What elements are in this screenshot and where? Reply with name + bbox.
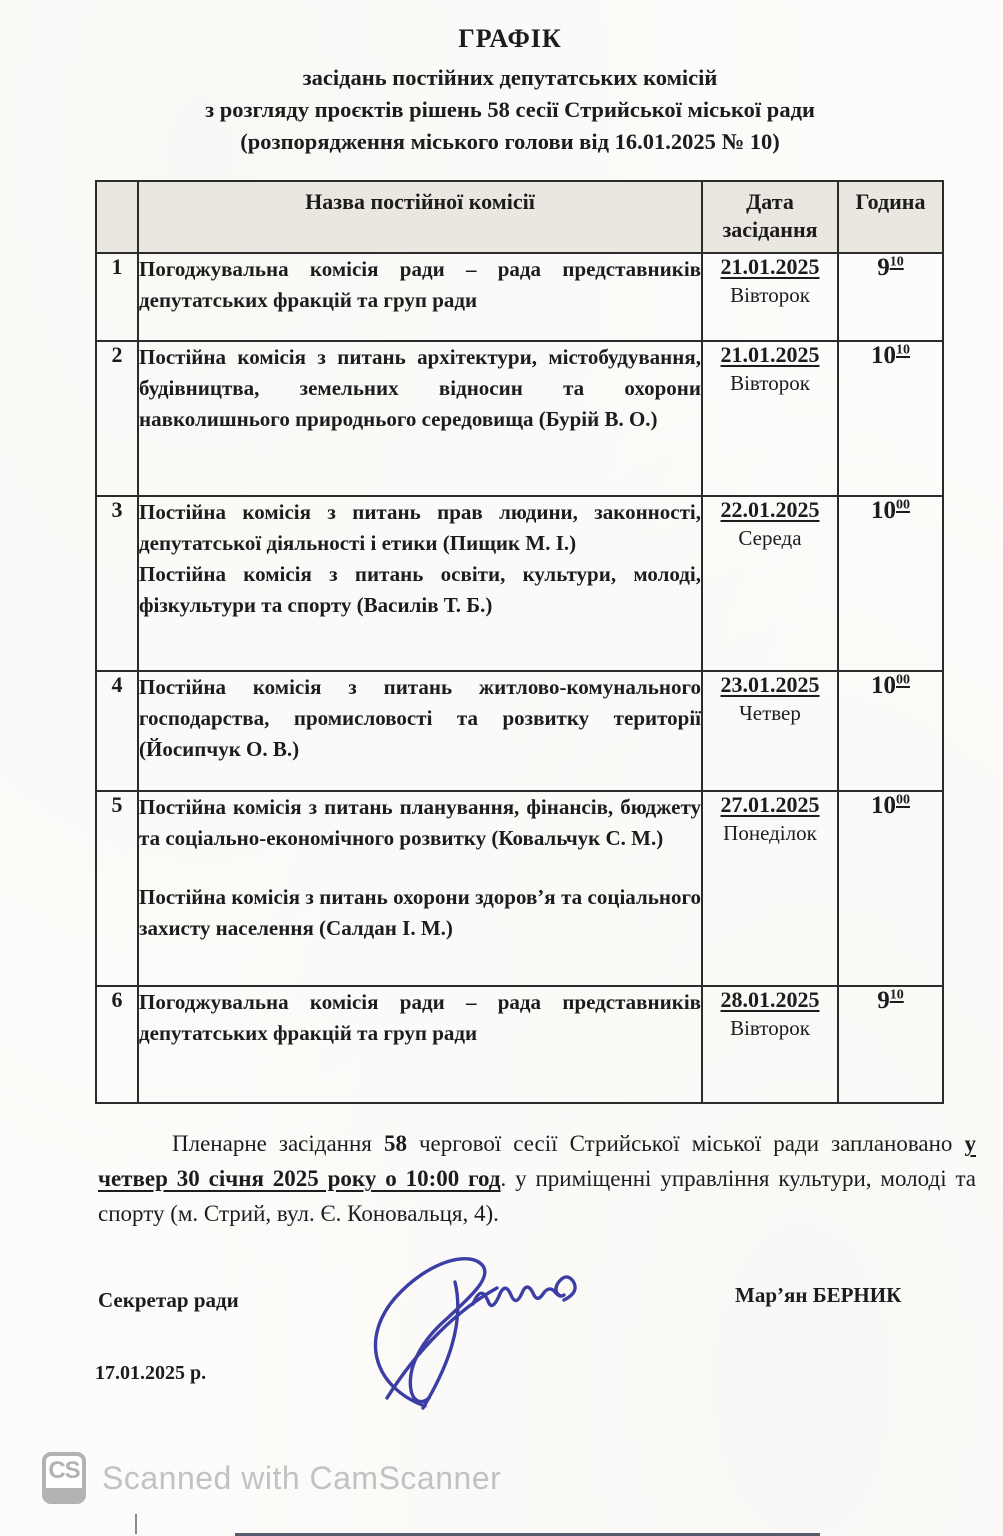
meeting-date-cell <box>702 986 838 1103</box>
note-segment: чергової сесії Стрийської міської ради заплановано <box>406 1131 965 1156</box>
stray-pen-mark <box>135 1514 137 1534</box>
note-segment: Пленарне засідання <box>172 1131 384 1156</box>
header-meeting-date: Дата засідання <box>702 181 838 253</box>
commission-name: Постійна комісія з питань охорони здоров’я та соціального захисту населення (Салдан І. М.) <box>139 885 701 940</box>
meeting-date-cell <box>702 496 838 671</box>
meeting-date: 21.01.2025 <box>720 254 820 279</box>
schedule-row-3 <box>96 496 943 671</box>
meeting-date: 28.01.2025 <box>720 987 820 1012</box>
header-number-cell <box>96 181 138 253</box>
commission-name-cell <box>138 341 702 496</box>
meeting-hour-cell <box>838 791 943 986</box>
meeting-minutes: 00 <box>896 497 910 513</box>
commission-name-cell <box>138 496 702 671</box>
schedule-row-5 <box>96 791 943 986</box>
note-segment: 58 <box>383 1131 407 1156</box>
table-header-row <box>96 181 943 253</box>
meeting-hour-cell <box>838 671 943 791</box>
row-number: 3 <box>96 496 138 671</box>
header-commission-name: Назва постійної комісії <box>138 181 702 253</box>
watermark-text: Scanned with CamScanner <box>102 1459 502 1496</box>
meeting-hour-cell <box>838 253 943 341</box>
meeting-minutes: 10 <box>896 342 910 358</box>
document-date: 17.01.2025 р. <box>95 1362 207 1384</box>
meeting-weekday: Вівторок <box>730 283 810 307</box>
meeting-weekday: Четвер <box>739 701 801 725</box>
commission-name: Постійна комісія з питань житлово-комунального господарства, промисловості та розвитку території (Йосипчук О. В.) <box>139 675 701 761</box>
meeting-minutes: 10 <box>889 254 904 270</box>
title-line-4: (розпорядження міського голови від 16.01.2025 № 10) <box>240 129 780 154</box>
schedule-row-4 <box>96 671 943 791</box>
camscanner-icon <box>42 1452 86 1504</box>
meeting-hour: $9^{10}$ <box>877 987 904 1014</box>
row-number: 2 <box>96 341 138 496</box>
meeting-date: 27.01.2025 <box>720 792 820 817</box>
meeting-minutes: 00 <box>896 792 910 808</box>
note-segment: у четвер 30 січня 2025 року о 10:00 год <box>98 1131 976 1191</box>
row-number: 6 <box>96 986 138 1103</box>
header-hour: Година <box>838 181 943 253</box>
meeting-hour: $10^{00}$ <box>871 792 910 819</box>
plenary-session-note <box>98 1126 976 1231</box>
meeting-date-cell <box>702 341 838 496</box>
meeting-date: 22.01.2025 <box>720 497 820 522</box>
cs-icon-bottom-bar <box>45 1488 83 1501</box>
meeting-date: 23.01.2025 <box>720 672 820 697</box>
handwritten-signature-icon <box>325 1248 595 1413</box>
row-number: 1 <box>96 253 138 341</box>
schedule-table <box>95 180 944 1104</box>
meeting-minutes: 00 <box>896 672 910 688</box>
title-line-3: з розгляду проєктів рішень 58 сесії Стрийської міської ради <box>205 97 815 122</box>
commission-name-cell <box>138 986 702 1103</box>
title-line-2: засідань постійних депутатських комісій <box>302 65 718 90</box>
commission-name-cell <box>138 791 702 986</box>
camscanner-watermark <box>42 1452 501 1504</box>
meeting-date-cell <box>702 671 838 791</box>
schedule-rows <box>96 253 943 1103</box>
meeting-weekday: Понеділок <box>723 821 817 845</box>
commission-name: Постійна комісія з питань архітектури, містобудування, будівництва, земельних відносин та охорони навколишнього природнього середовища (Бурій В. О.) <box>139 345 701 431</box>
meeting-date: 21.01.2025 <box>720 342 820 367</box>
meeting-minutes: 10 <box>889 987 904 1003</box>
schedule-row-2 <box>96 341 943 496</box>
document-title-block <box>70 24 950 158</box>
document-title: ГРАФІК <box>458 24 562 53</box>
commission-name: Постійна комісія з питань планування, фінансів, бюджету та соціально-економічного розвитку (Ковальчук С. М.) <box>139 795 701 850</box>
commission-name: Погоджувальна комісія ради – рада представників депутатських фракцій та груп ради <box>139 257 701 312</box>
meeting-hour: $10^{00}$ <box>871 672 910 699</box>
meeting-hour: $9^{10}$ <box>877 254 904 281</box>
commission-name-cell <box>138 253 702 341</box>
commission-name: Постійна комісія з питань освіти, культури, молоді, фізкультури та спорту (Василів Т. Б.) <box>139 562 701 617</box>
meeting-weekday: Вівторок <box>730 371 810 395</box>
meeting-hour-cell <box>838 986 943 1103</box>
meeting-date-cell <box>702 253 838 341</box>
meeting-weekday: Середа <box>738 526 802 550</box>
meeting-hour-cell <box>838 496 943 671</box>
schedule-row-6 <box>96 986 943 1103</box>
schedule-row-1 <box>96 253 943 341</box>
meeting-date-cell <box>702 791 838 986</box>
commission-name: Погоджувальна комісія ради – рада представників депутатських фракцій та груп ради <box>139 990 701 1045</box>
meeting-hour: $10^{00}$ <box>871 497 910 524</box>
row-number: 4 <box>96 671 138 791</box>
meeting-hour-cell <box>838 341 943 496</box>
commission-name: Постійна комісія з питань прав людини, законності, депутатської діяльності і етики (Пищик М. І.) <box>139 500 701 555</box>
row-number: 5 <box>96 791 138 986</box>
signatory-role: Секретар ради <box>98 1288 239 1312</box>
meeting-weekday: Вівторок <box>730 1016 810 1040</box>
cs-icon-letters: CS <box>48 1457 80 1484</box>
meeting-hour: $10^{10}$ <box>871 342 910 369</box>
note-segment: . у приміщенні управління культури, молоді та спорту (м. Стрий, вул. Є. Коновальця, 4). <box>98 1166 976 1226</box>
signatory-name: Мар’ян БЕРНИК <box>735 1283 902 1307</box>
commission-name-cell <box>138 671 702 791</box>
